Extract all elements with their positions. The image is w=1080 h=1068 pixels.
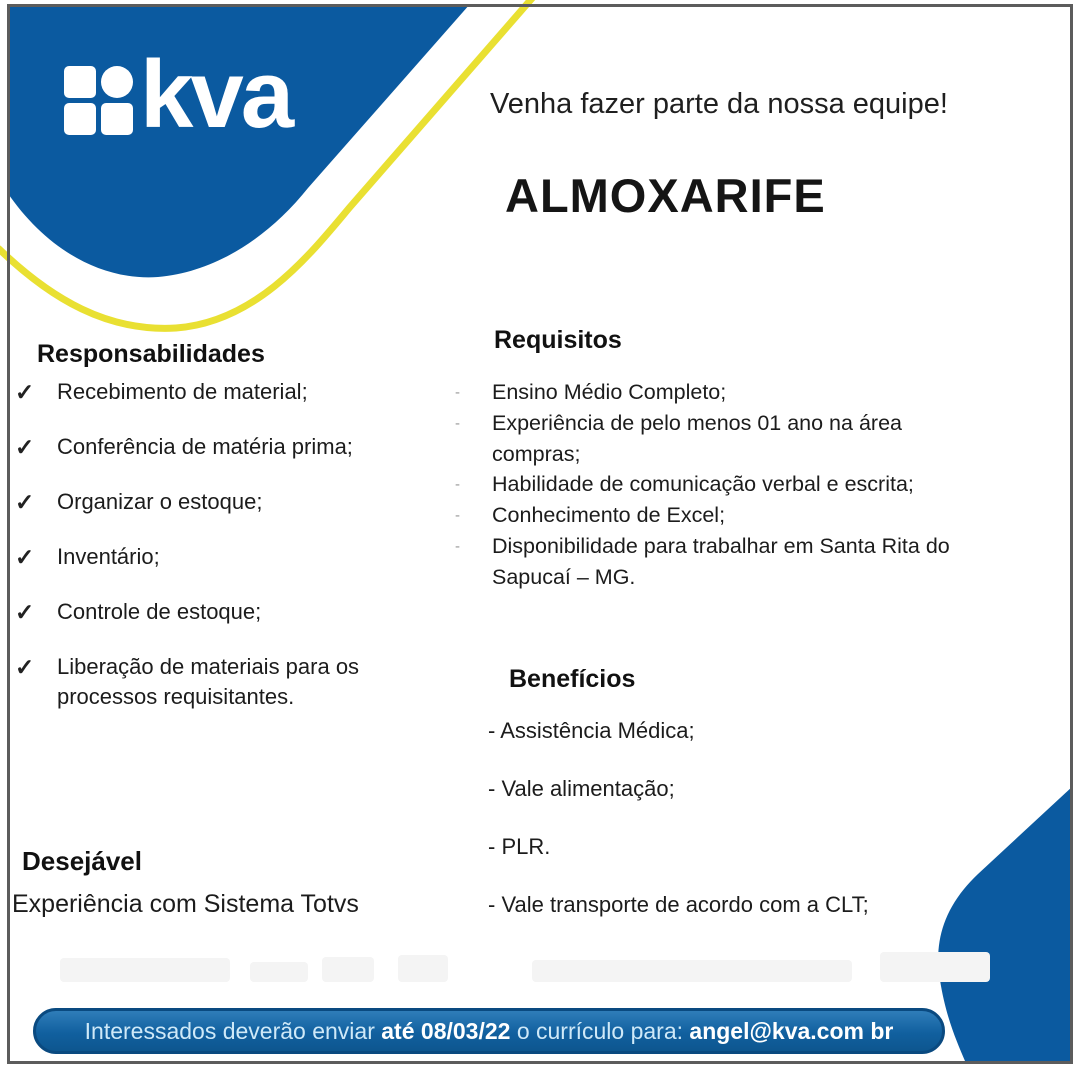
- responsibility-text: Inventário;: [57, 544, 160, 569]
- faded-text-remnant: [398, 955, 448, 982]
- list-item: - PLR.: [488, 834, 551, 859]
- logo-square-bottom-right: [101, 103, 133, 135]
- banner-text-middle: o currículo para:: [510, 1017, 690, 1044]
- faded-text-remnant: [532, 960, 852, 982]
- benefits-heading: Benefícios: [509, 665, 636, 693]
- checkmark-icon: ✓: [15, 654, 35, 680]
- list-item: - Vale alimentação;: [488, 776, 675, 801]
- faded-text-remnant: [322, 957, 374, 982]
- banner-text-prefix: Interessados deverão enviar: [84, 1017, 382, 1044]
- kva-logo: [64, 41, 384, 180]
- banner-email: angel@kva.com br: [689, 1017, 894, 1044]
- dash-bullet-icon: -: [455, 415, 460, 432]
- list-item: [455, 377, 975, 408]
- requirements-heading: Requisitos: [494, 326, 622, 354]
- list-item: [15, 652, 415, 712]
- checkmark-icon: ✓: [15, 599, 35, 625]
- blue-corner-shape-bottom-right: [938, 786, 1073, 1061]
- list-item: [15, 487, 415, 517]
- responsibility-text: Recebimento de material;: [57, 379, 308, 404]
- requirement-text: Experiência de pelo menos 01 ano na área compras;: [492, 411, 902, 466]
- list-item: [15, 597, 415, 627]
- list-item: [455, 469, 975, 500]
- list-item: [455, 500, 975, 531]
- faded-text-remnant: [60, 958, 230, 982]
- dash-bullet-icon: -: [455, 476, 460, 493]
- dash-bullet-icon: -: [455, 538, 460, 555]
- requirement-text: Habilidade de comunicação verbal e escrita;: [492, 472, 914, 496]
- kva-logo-grid-icon: [64, 66, 134, 136]
- desirable-heading: Desejável: [22, 846, 142, 876]
- requirement-text: Ensino Médio Completo;: [492, 380, 727, 404]
- checkmark-icon: ✓: [15, 489, 35, 515]
- faded-text-remnant: [250, 962, 308, 982]
- tagline: Venha fazer parte da nossa equipe!: [490, 88, 948, 120]
- checkmark-icon: ✓: [15, 544, 35, 570]
- dash-bullet-icon: -: [455, 384, 460, 401]
- list-item: [15, 542, 415, 572]
- responsibilities-list: [15, 377, 415, 737]
- banner-deadline: até 08/03/22: [381, 1017, 511, 1044]
- list-item: [15, 432, 415, 462]
- benefits-list: [488, 716, 958, 948]
- faded-text-remnant: [880, 952, 990, 982]
- checkmark-icon: ✓: [15, 379, 35, 405]
- contact-banner: [33, 1008, 945, 1054]
- logo-square-top-left: [64, 66, 96, 98]
- responsibilities-heading: Responsabilidades: [37, 340, 265, 368]
- list-item: - Vale transporte de acordo com a CLT;: [488, 892, 869, 917]
- list-item: [15, 377, 415, 407]
- responsibility-text: Conferência de matéria prima;: [57, 434, 353, 459]
- job-title: ALMOXARIFE: [505, 169, 826, 222]
- responsibility-text: Controle de estoque;: [57, 599, 262, 624]
- responsibility-text: Liberação de materiais para os processos requisitantes.: [57, 654, 360, 709]
- logo-square-bottom-left: [64, 103, 96, 135]
- list-item: [455, 531, 975, 592]
- requirement-text: Disponibilidade para trabalhar em Santa Rita do Sapucaí – MG.: [492, 534, 950, 589]
- list-item: - Assistência Médica;: [488, 718, 695, 743]
- requirement-text: Conhecimento de Excel;: [492, 503, 726, 527]
- checkmark-icon: ✓: [15, 434, 35, 460]
- logo-circle-top-right: [101, 66, 133, 98]
- responsibility-text: Organizar o estoque;: [57, 489, 263, 514]
- requirements-list: [455, 377, 975, 592]
- dash-bullet-icon: -: [455, 507, 460, 524]
- list-item: [455, 408, 975, 469]
- desirable-text: Experiência com Sistema Totvs: [12, 890, 359, 918]
- logo-wordmark: kva: [140, 41, 292, 148]
